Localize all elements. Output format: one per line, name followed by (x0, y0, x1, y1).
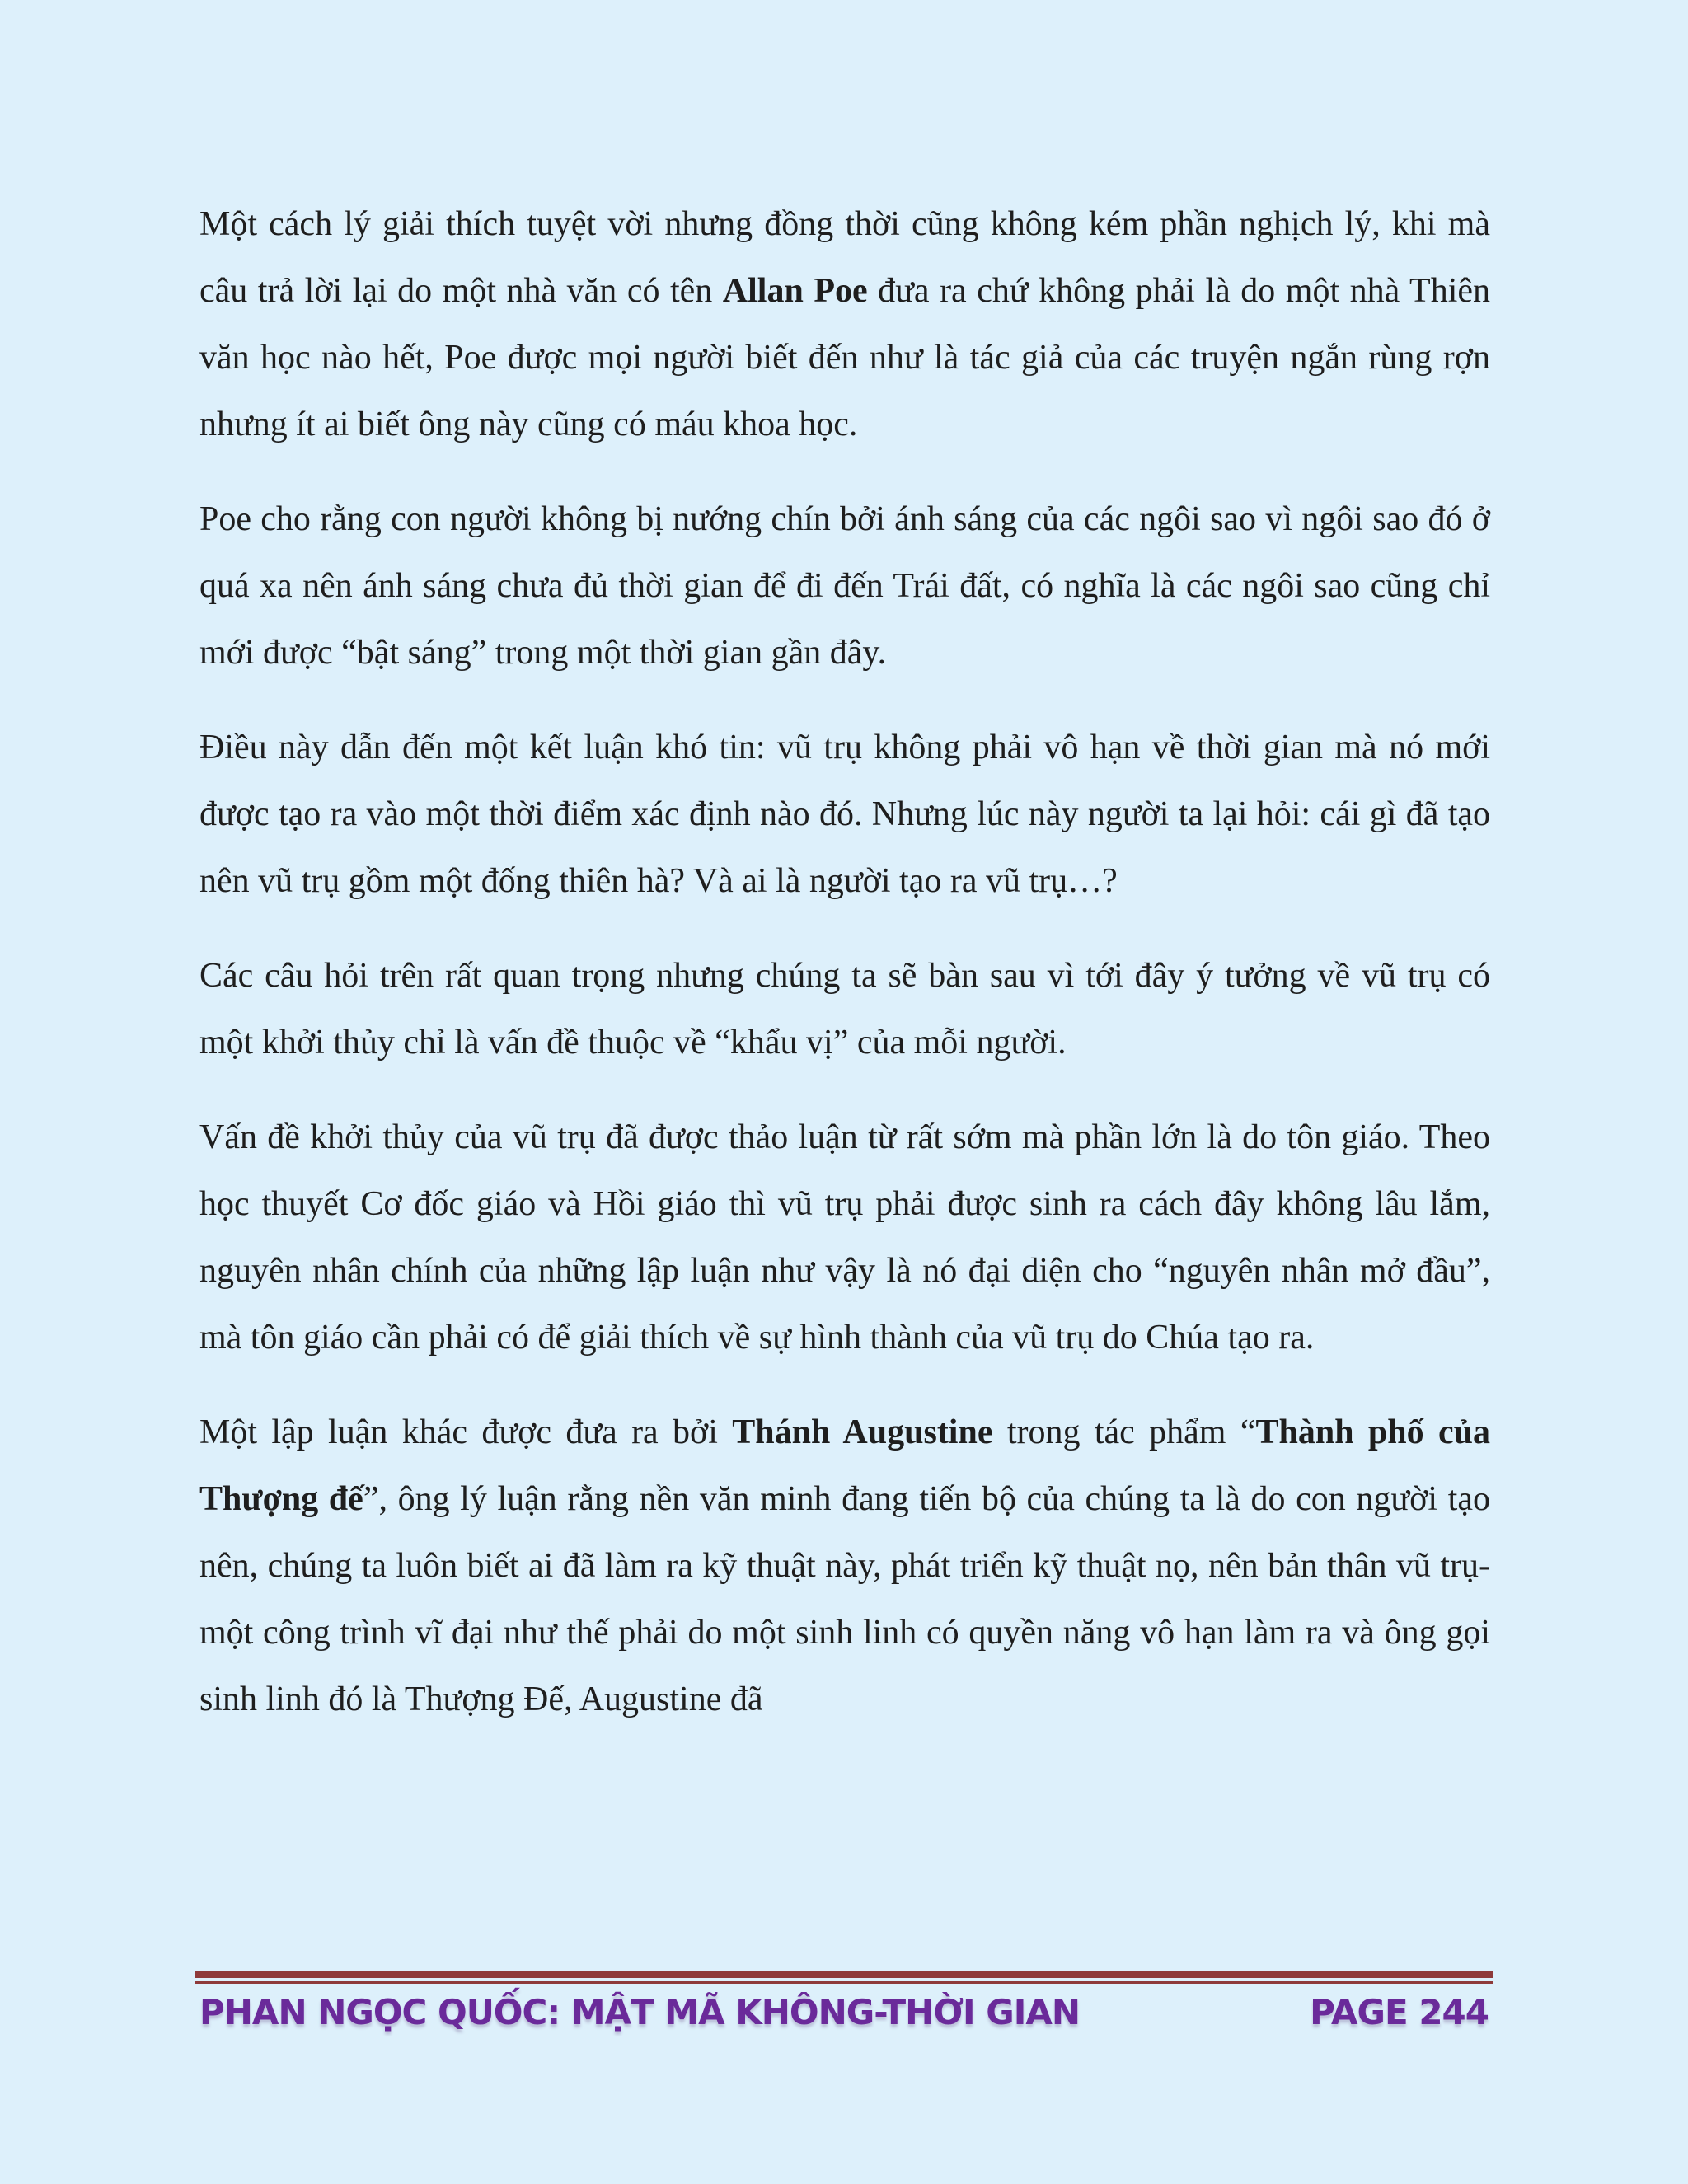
book-title-city-of-god: Thành phố của Thượng đế (199, 1413, 1491, 1518)
paragraph-4 (199, 943, 1490, 1076)
paragraph-3 (199, 715, 1490, 915)
author-name-allan-poe: Allan Poe (722, 272, 868, 310)
paragraph-5-text: Vấn đề khởi thủy của vũ trụ đã được thảo luận từ rất sớm mà phần lớn là do tôn giáo. Theo học thuyết Cơ đốc giáo và Hồi giáo thì vũ trụ phải được sinh ra cách đây không lâu lắm, nguyên nhân chính của những lập luận như vậy là nó đại diện cho “nguyên nhân mở đầu”, mà tôn giáo cần phải có để giải thích về sự hình thành của vũ trụ do Chúa tạo ra. (199, 1118, 1490, 1357)
footer-rule-thin (195, 1981, 1493, 1984)
paragraph-4-text: Các câu hỏi trên rất quan trọng nhưng chúng ta sẽ bàn sau vì tới đây ý tưởng về vũ trụ có một khởi thủy chỉ là vấn đề thuộc về “khẩu vị” của mỗi người. (199, 957, 1490, 1062)
paragraph-6 (199, 1399, 1490, 1733)
saint-augustine-name: Thánh Augustine (732, 1413, 993, 1451)
paragraph-6-text-3: ”, ông lý luận rằng nền văn minh đang tiến bộ của chúng ta là do con người tạo nên, chúng ta luôn biết ai đã làm ra kỹ thuật này, phát triển kỹ thuật nọ, nên bản thân vũ trụ-một công trình vĩ đại như thế phải do một sinh linh có quyền năng vô hạn làm ra và ông gọi sinh linh đó là Thượng Đế, Augustine đã (199, 1480, 1490, 1718)
footer-page-number: PAGE 244 (1310, 1992, 1489, 2032)
paragraph-1 (199, 191, 1490, 458)
paragraph-3-text: Điều này dẫn đến một kết luận khó tin: vũ trụ không phải vô hạn về thời gian mà nó mới được tạo ra vào một thời điểm xác định nào đó. Nhưng lúc này người ta lại hỏi: cái gì đã tạo nên vũ trụ gồm một đống thiên hà? Và ai là người tạo ra vũ trụ…? (199, 729, 1490, 900)
footer-rule-thick (195, 1971, 1493, 1978)
page-body (199, 191, 1490, 1761)
paragraph-2 (199, 486, 1490, 687)
footer-row (195, 1992, 1493, 2032)
page-footer (195, 1971, 1493, 2032)
paragraph-2-text: Poe cho rằng con người không bị nướng chín bởi ánh sáng của các ngôi sao vì ngôi sao đó ở quá xa nên ánh sáng chưa đủ thời gian để đi đến Trái đất, có nghĩa là các ngôi sao cũng chỉ mới được “bật sáng” trong một thời gian gần đây. (199, 500, 1490, 672)
footer-book-title: PHAN NGỌC QUỐC: MẬT MÃ KHÔNG-THỜI GIAN (199, 1992, 1081, 2032)
paragraph-6-text: Một lập luận khác được đưa ra bởi (199, 1413, 733, 1451)
paragraph-6-text-2: trong tác phẩm “ (992, 1413, 1256, 1451)
paragraph-1-text-cont: đưa ra chứ không phải là do một nhà Thiên văn học nào hết, Poe được mọi người biết đến như là tác giả của các truyện ngắn rùng rợn nhưng ít ai biết ông này cũng có máu khoa học. (199, 272, 1490, 443)
paragraph-5 (199, 1104, 1490, 1371)
paragraph-1-text: Một cách lý giải thích tuyệt vời nhưng đồng thời cũng không kém phần nghịch lý, khi mà câu trả lời lại do một nhà văn có tên (199, 205, 1490, 310)
